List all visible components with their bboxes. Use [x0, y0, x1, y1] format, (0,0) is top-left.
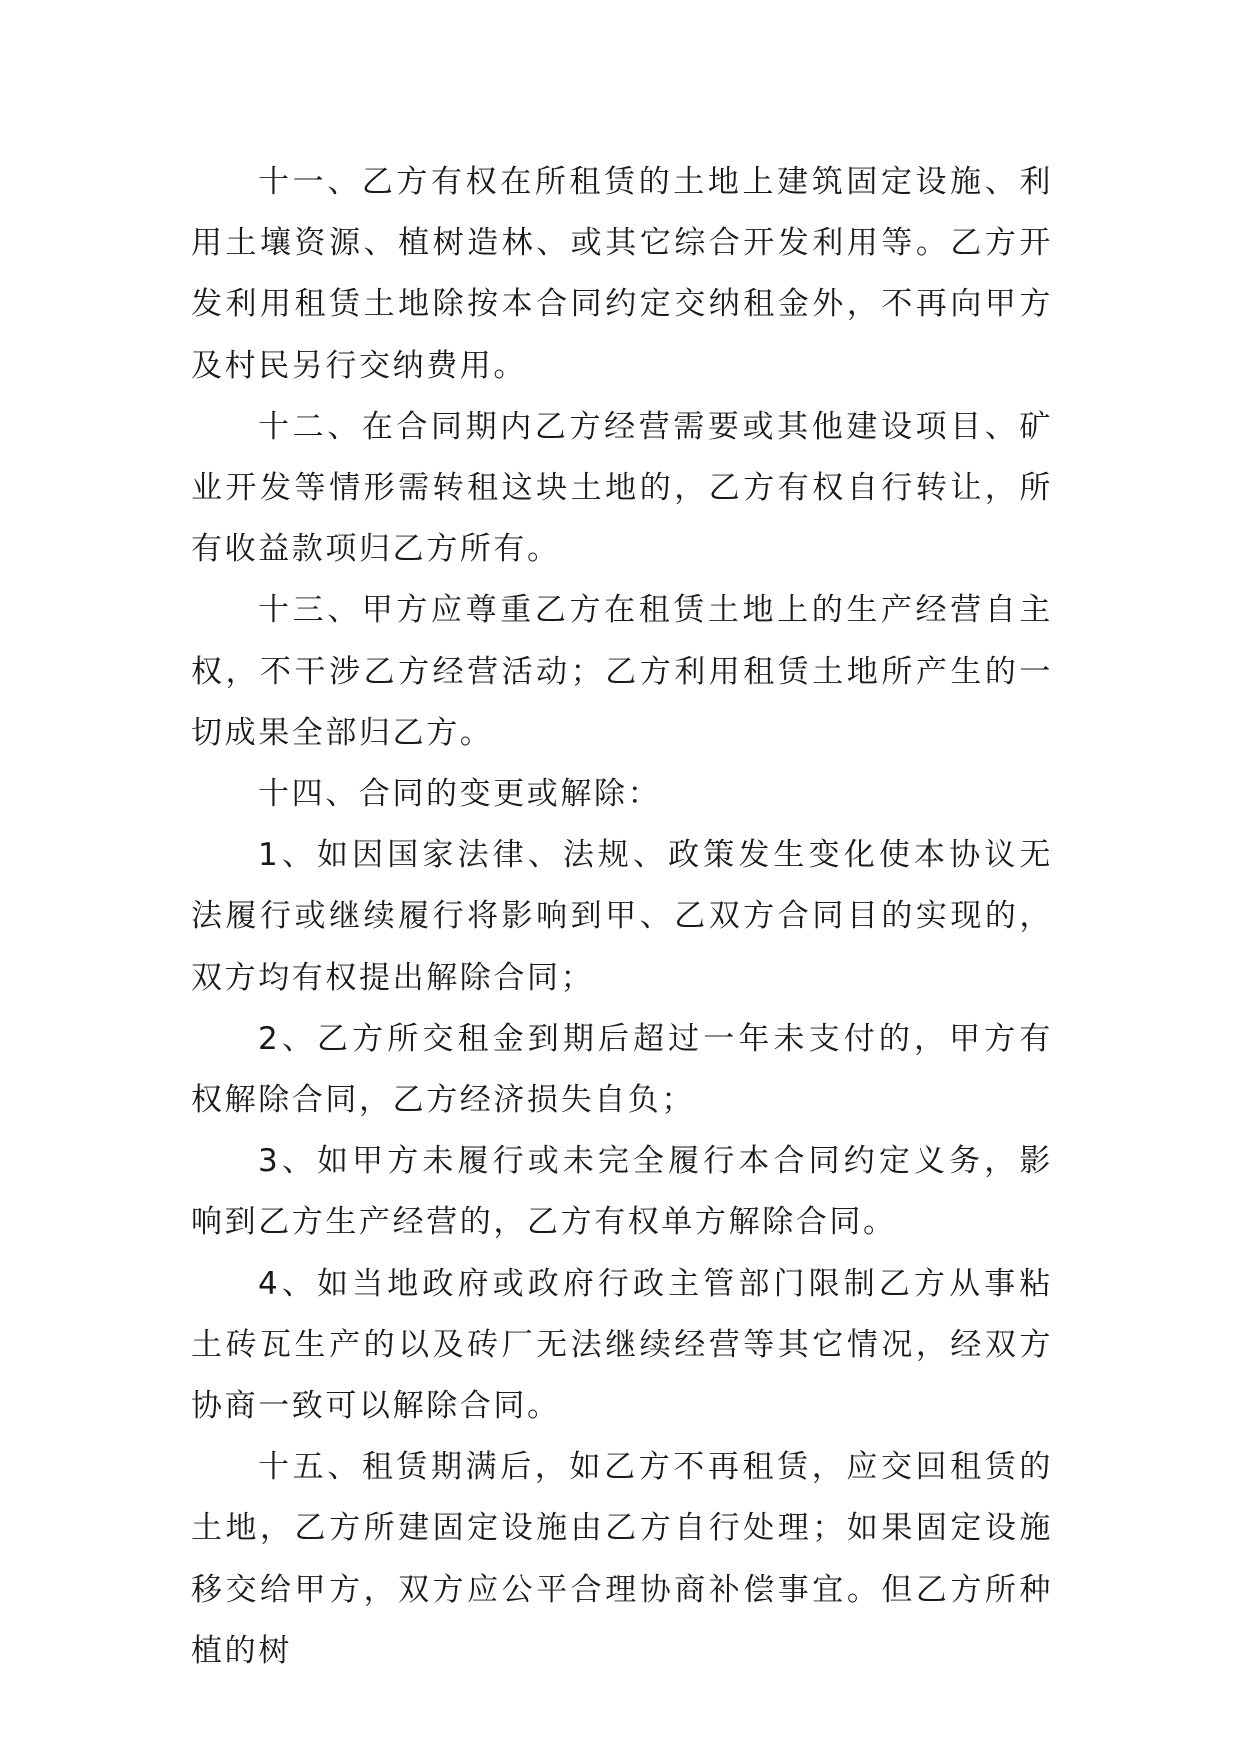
clause-12-paragraph: 十二、在合同期内乙方经营需要或其他建设项目、矿业开发等情形需转租这块土地的，乙方有权自行转让，所有收益款项归乙方所有。	[191, 408, 1053, 568]
clause-14-item-2: 2、乙方所交租金到期后超过一年未支付的，甲方有权解除合同，乙方经济损失自负；	[191, 1020, 1053, 1119]
clause-15-paragraph: 十五、租赁期满后，如乙方不再租赁，应交回租赁的土地，乙方所建固定设施由乙方自行处理；如果固定设施移交给甲方，双方应公平合理协商补偿事宜。但乙方所种植的树	[191, 1449, 1053, 1669]
document-body	[191, 152, 1053, 1682]
clause-14-item-4: 4、如当地政府或政府行政主管部门限制乙方从事粘土砖瓦生产的以及砖厂无法继续经营等其它情况，经双方协商一致可以解除合同。	[191, 1265, 1053, 1425]
clause-11-paragraph: 十一、乙方有权在所租赁的土地上建筑固定设施、利用土壤资源、植树造林、或其它综合开发利用等。乙方开发利用租赁土地除按本合同约定交纳租金外，不再向甲方及村民另行交纳费用。	[191, 164, 1053, 384]
clause-14-item-3: 3、如甲方未履行或未完全履行本合同约定义务，影响到乙方生产经营的，乙方有权单方解除合同。	[191, 1143, 1053, 1241]
clause-14-item-1: 1、如因国家法律、法规、政策发生变化使本协议无法履行或继续履行将影响到甲、乙双方合同目的实现的，双方均有权提出解除合同；	[191, 837, 1053, 996]
clause-14-heading: 十四、合同的变更或解除：	[258, 776, 662, 813]
clause-13-paragraph: 十三、甲方应尊重乙方在租赁土地上的生产经营自主权，不干涉乙方经营活动；乙方利用租赁土地所产生的一切成果全部归乙方。	[191, 592, 1053, 751]
